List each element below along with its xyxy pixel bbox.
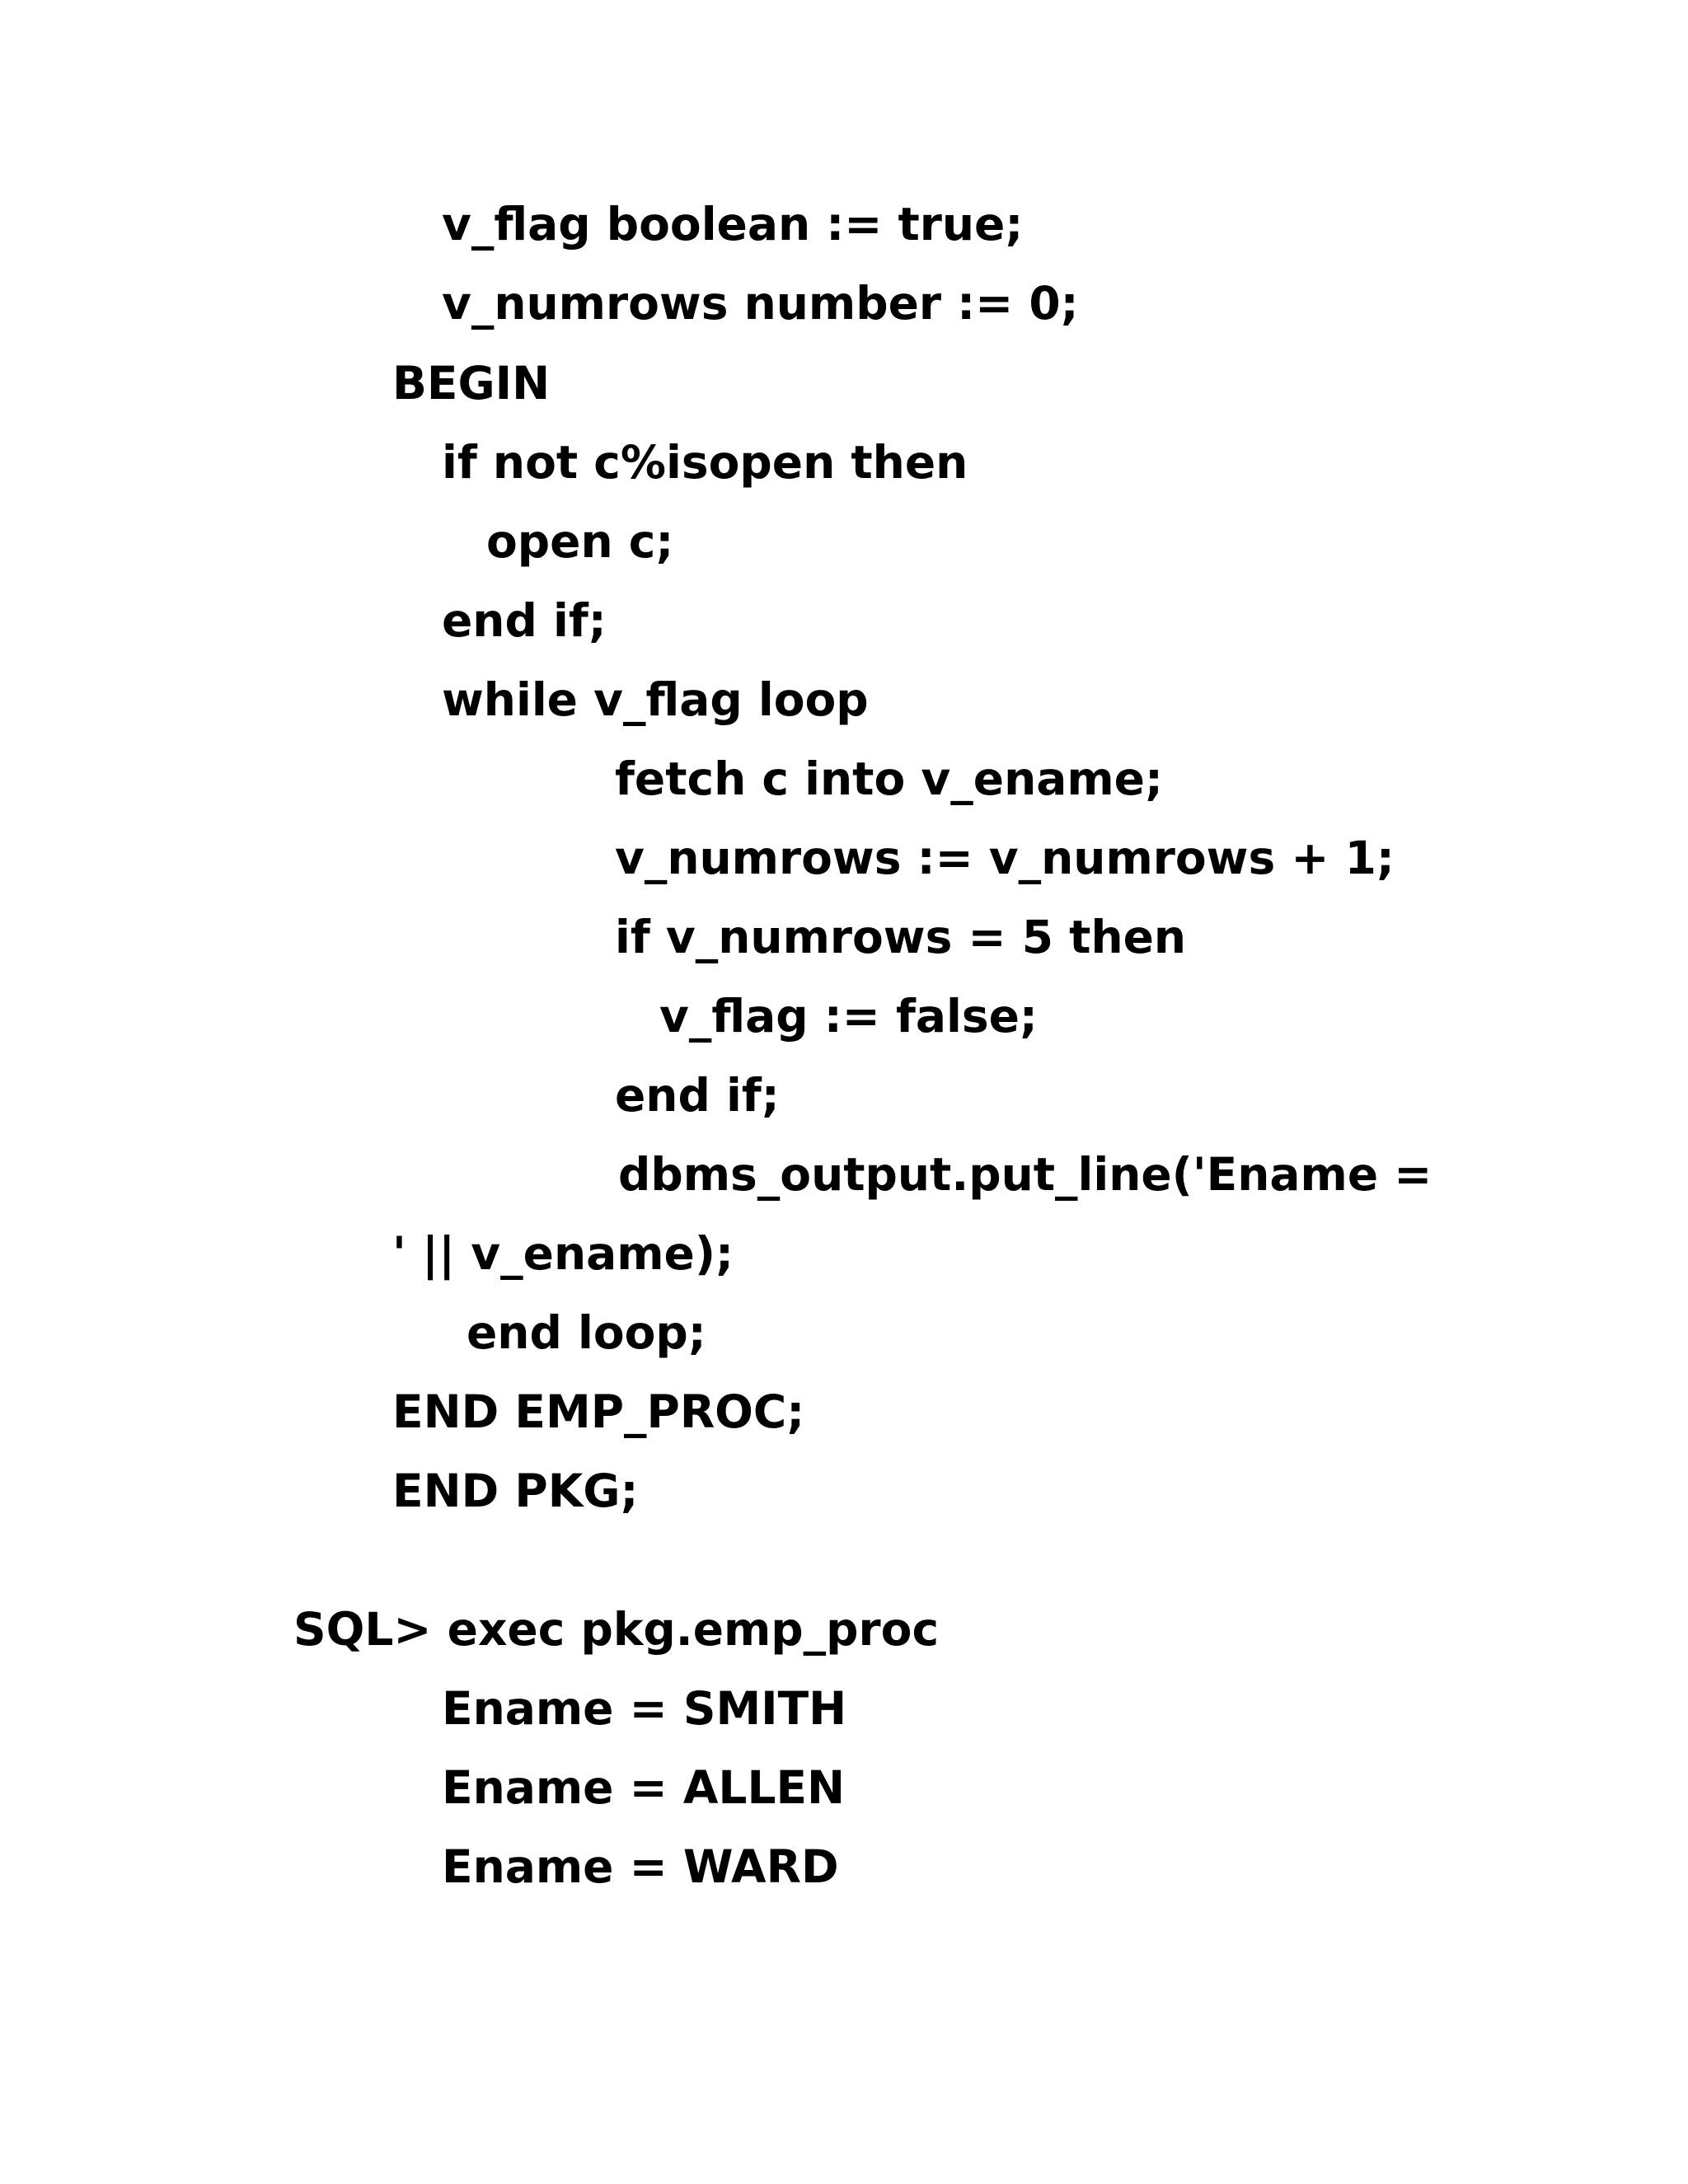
code-line: if v_numrows = 5 then — [615, 911, 1187, 963]
code-line: END PKG; — [392, 1465, 639, 1517]
code-line: if not c%isopen then — [442, 436, 968, 489]
code-line: end if; — [615, 1069, 780, 1122]
code-line: END EMP_PROC; — [392, 1385, 805, 1438]
code-line: v_flag boolean := true; — [442, 198, 1024, 251]
code-line: Ename = SMITH — [442, 1682, 847, 1735]
code-line: Ename = ALLEN — [442, 1761, 846, 1814]
code-line: BEGIN — [392, 357, 551, 410]
code-line: v_numrows number := 0; — [442, 277, 1079, 330]
code-line: ' || v_ename); — [392, 1227, 734, 1280]
code-line: fetch c into v_ename; — [615, 752, 1163, 805]
code-line: Ename = WARD — [442, 1840, 839, 1893]
code-line: end if; — [442, 594, 607, 647]
code-line: SQL> exec pkg.emp_proc — [293, 1603, 940, 1656]
code-line: while v_flag loop — [442, 673, 869, 726]
code-line: dbms_output.put_line('Ename = — [618, 1148, 1432, 1201]
code-line: v_numrows := v_numrows + 1; — [615, 832, 1395, 884]
code-line: open c; — [486, 515, 674, 568]
code-line: end loop; — [467, 1306, 706, 1359]
code-line: v_flag := false; — [659, 990, 1038, 1043]
